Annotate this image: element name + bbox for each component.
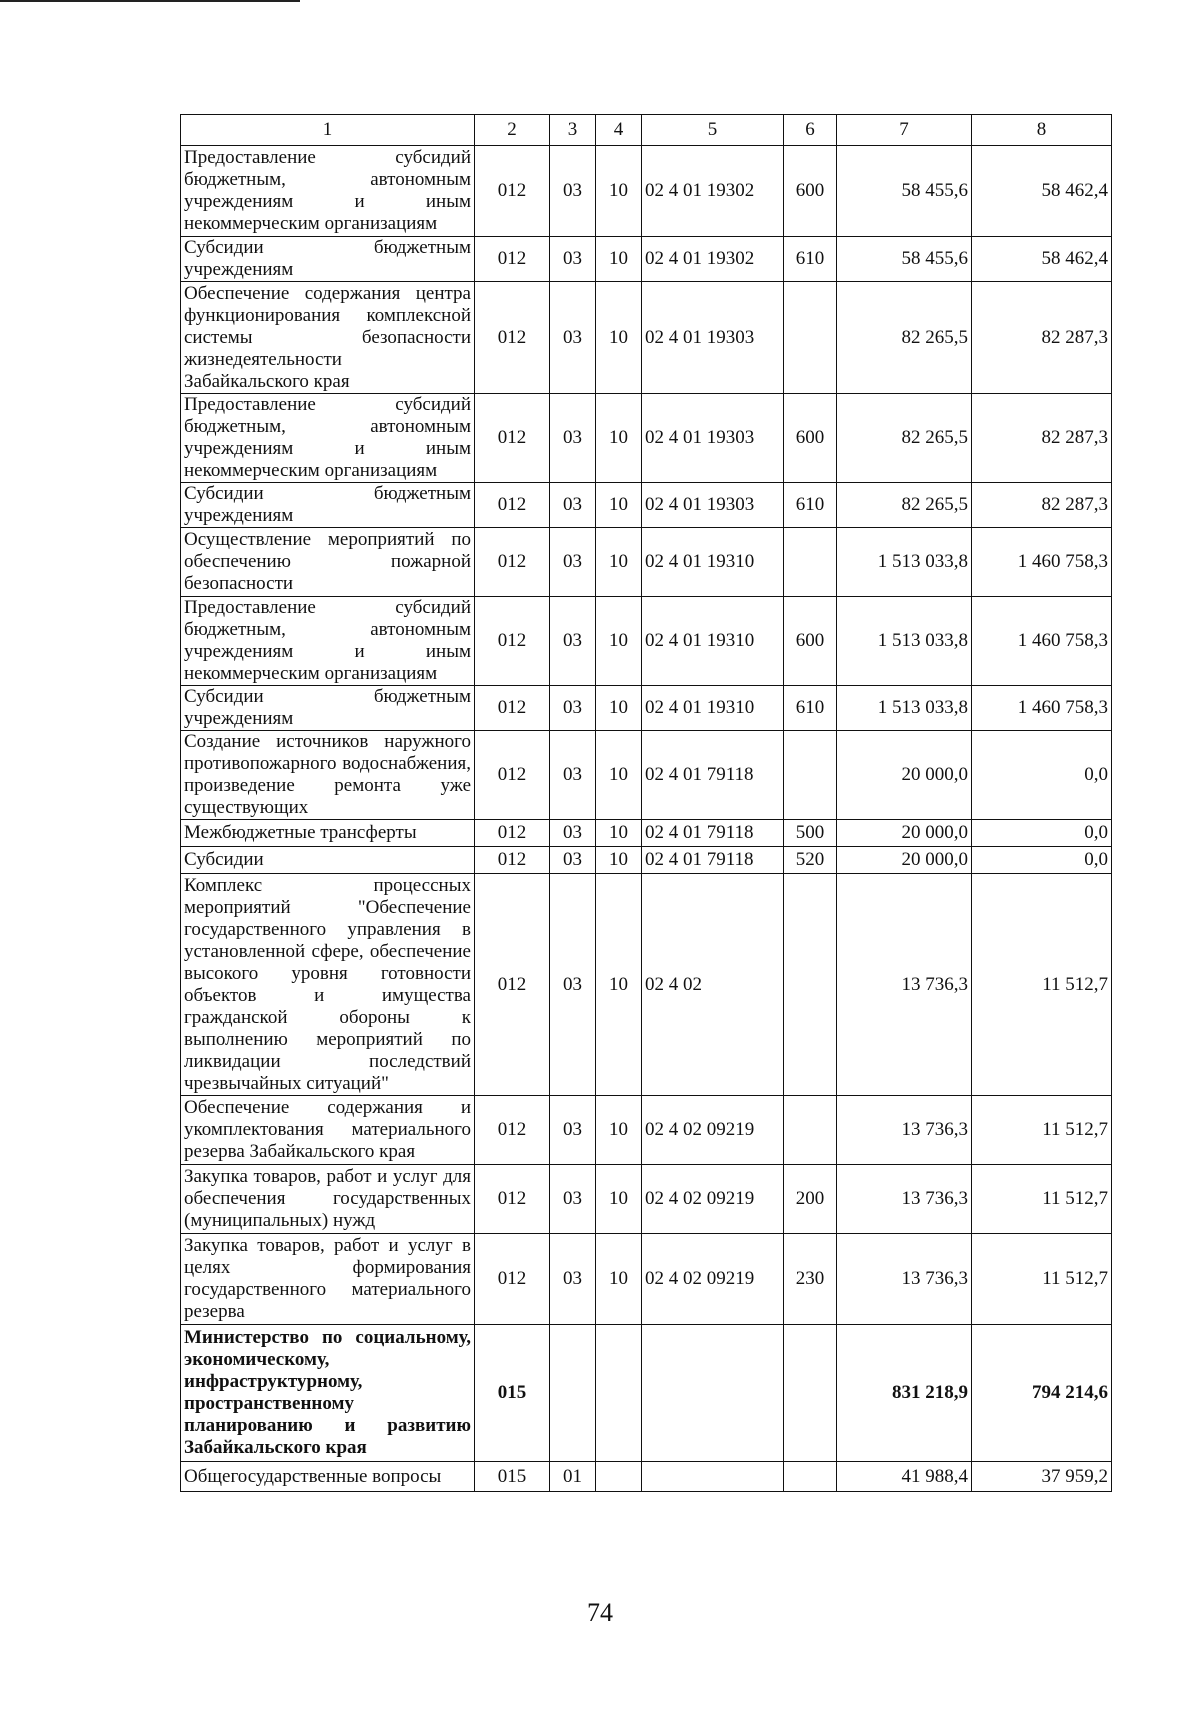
table-row	[181, 1234, 1112, 1325]
row-code-6: 200	[784, 1165, 837, 1234]
row-code-5: 02 4 01 19302	[642, 237, 784, 282]
header-row	[181, 115, 1112, 146]
row-code-6	[784, 1096, 837, 1165]
row-code-3	[550, 1325, 596, 1462]
row-code-4	[596, 1462, 642, 1492]
table-row	[181, 146, 1112, 237]
table-row	[181, 731, 1112, 820]
row-code-2: 012	[475, 528, 550, 597]
header-cell-2: 2	[475, 115, 550, 146]
table-header	[181, 115, 1112, 146]
row-value-7: 13 736,3	[837, 1096, 972, 1165]
budget-table	[180, 114, 1112, 1492]
row-code-6: 600	[784, 597, 837, 686]
row-name: Субсидии бюджетным учреждениям	[181, 686, 475, 731]
row-code-2: 012	[475, 686, 550, 731]
row-value-8: 58 462,4	[972, 146, 1112, 237]
row-code-5: 02 4 01 79118	[642, 731, 784, 820]
row-name: Предоставление субсидий бюджетным, автономным учреждениям и иным некоммерческим организациям	[181, 146, 475, 237]
row-code-2: 012	[475, 237, 550, 282]
row-code-4: 10	[596, 282, 642, 394]
row-code-2: 012	[475, 731, 550, 820]
row-code-4: 10	[596, 874, 642, 1096]
row-code-4: 10	[596, 686, 642, 731]
row-code-6	[784, 528, 837, 597]
row-code-4: 10	[596, 394, 642, 483]
row-code-4: 10	[596, 1165, 642, 1234]
row-value-8: 11 512,7	[972, 1234, 1112, 1325]
row-code-6: 610	[784, 686, 837, 731]
row-code-5: 02 4 01 19303	[642, 394, 784, 483]
row-value-8: 1 460 758,3	[972, 686, 1112, 731]
row-value-8: 11 512,7	[972, 1096, 1112, 1165]
row-value-7: 13 736,3	[837, 1234, 972, 1325]
table-body	[181, 146, 1112, 1492]
row-name: Межбюджетные трансферты	[181, 820, 475, 847]
row-name: Предоставление субсидий бюджетным, автономным учреждениям и иным некоммерческим организациям	[181, 394, 475, 483]
row-code-2: 012	[475, 1165, 550, 1234]
row-value-7: 58 455,6	[837, 237, 972, 282]
table-row	[181, 597, 1112, 686]
header-cell-4: 4	[596, 115, 642, 146]
row-code-2: 012	[475, 483, 550, 528]
row-value-7: 20 000,0	[837, 820, 972, 847]
row-value-8: 0,0	[972, 847, 1112, 874]
row-code-6: 600	[784, 146, 837, 237]
row-code-3: 03	[550, 1234, 596, 1325]
table-row	[181, 394, 1112, 483]
row-value-7: 20 000,0	[837, 731, 972, 820]
row-code-2: 012	[475, 847, 550, 874]
header-cell-7: 7	[837, 115, 972, 146]
row-code-3: 03	[550, 146, 596, 237]
row-value-7: 13 736,3	[837, 874, 972, 1096]
row-code-3: 03	[550, 731, 596, 820]
row-code-4: 10	[596, 1234, 642, 1325]
row-code-5: 02 4 02 09219	[642, 1234, 784, 1325]
row-name: Обеспечение содержания центра функционирования комплексной системы безопасности жизнедеятельности Забайкальского края	[181, 282, 475, 394]
row-code-3: 03	[550, 597, 596, 686]
header-cell-5: 5	[642, 115, 784, 146]
row-code-5: 02 4 01 19310	[642, 528, 784, 597]
row-code-5	[642, 1325, 784, 1462]
top-rule	[0, 0, 300, 2]
row-code-5: 02 4 01 19303	[642, 282, 784, 394]
row-code-5: 02 4 01 19302	[642, 146, 784, 237]
row-value-7: 831 218,9	[837, 1325, 972, 1462]
row-code-6	[784, 1462, 837, 1492]
row-value-8: 0,0	[972, 731, 1112, 820]
row-code-5: 02 4 02 09219	[642, 1165, 784, 1234]
row-name: Общегосударственные вопросы	[181, 1462, 475, 1492]
header-cell-6: 6	[784, 115, 837, 146]
table-row	[181, 282, 1112, 394]
row-name: Комплекс процессных мероприятий "Обеспечение государственного управления в установленной сфере, обеспечение высокого уровня готовности объектов и имущества гражданской обороны к выполнению мероприятий по ликвидации последствий чрезвычайных ситуаций"	[181, 874, 475, 1096]
header-cell-1: 1	[181, 115, 475, 146]
row-code-3: 03	[550, 483, 596, 528]
row-value-8: 794 214,6	[972, 1325, 1112, 1462]
row-code-6	[784, 731, 837, 820]
row-code-4	[596, 1325, 642, 1462]
row-code-3: 03	[550, 394, 596, 483]
row-value-8: 82 287,3	[972, 282, 1112, 394]
page-number: 74	[587, 1598, 613, 1627]
row-name: Обеспечение содержания и укомплектования материального резерва Забайкальского края	[181, 1096, 475, 1165]
table-row	[181, 528, 1112, 597]
row-code-5: 02 4 01 19310	[642, 686, 784, 731]
row-code-5: 02 4 01 79118	[642, 847, 784, 874]
row-code-3: 01	[550, 1462, 596, 1492]
row-name: Осуществление мероприятий по обеспечению пожарной безопасности	[181, 528, 475, 597]
row-code-4: 10	[596, 597, 642, 686]
row-name: Субсидии	[181, 847, 475, 874]
row-value-8: 1 460 758,3	[972, 597, 1112, 686]
row-code-3: 03	[550, 237, 596, 282]
row-value-8: 82 287,3	[972, 483, 1112, 528]
row-value-8: 82 287,3	[972, 394, 1112, 483]
row-code-6: 500	[784, 820, 837, 847]
row-code-2: 012	[475, 597, 550, 686]
row-code-4: 10	[596, 483, 642, 528]
row-code-3: 03	[550, 528, 596, 597]
row-code-6: 230	[784, 1234, 837, 1325]
row-value-7: 13 736,3	[837, 1165, 972, 1234]
row-code-6: 610	[784, 483, 837, 528]
row-code-6	[784, 874, 837, 1096]
row-name: Закупка товаров, работ и услуг в целях формирования государственного материального резерва	[181, 1234, 475, 1325]
row-code-5: 02 4 02	[642, 874, 784, 1096]
row-value-8: 37 959,2	[972, 1462, 1112, 1492]
row-value-7: 58 455,6	[837, 146, 972, 237]
row-name: Министерство по социальному, экономическому, инфраструктурному, пространственному планированию и развитию Забайкальского края	[181, 1325, 475, 1462]
row-code-3: 03	[550, 820, 596, 847]
row-name: Субсидии бюджетным учреждениям	[181, 483, 475, 528]
row-value-7: 20 000,0	[837, 847, 972, 874]
row-code-2: 012	[475, 1096, 550, 1165]
row-name: Субсидии бюджетным учреждениям	[181, 237, 475, 282]
row-code-3: 03	[550, 874, 596, 1096]
row-code-3: 03	[550, 1096, 596, 1165]
row-name: Предоставление субсидий бюджетным, автономным учреждениям и иным некоммерческим организациям	[181, 597, 475, 686]
header-cell-8: 8	[972, 115, 1112, 146]
row-code-6: 600	[784, 394, 837, 483]
row-value-7: 1 513 033,8	[837, 528, 972, 597]
table-row	[181, 1325, 1112, 1462]
row-code-5: 02 4 02 09219	[642, 1096, 784, 1165]
table-row	[181, 686, 1112, 731]
row-value-7: 82 265,5	[837, 483, 972, 528]
row-code-2: 012	[475, 282, 550, 394]
row-value-8: 58 462,4	[972, 237, 1112, 282]
table-row	[181, 1165, 1112, 1234]
row-code-2: 012	[475, 1234, 550, 1325]
row-code-4: 10	[596, 820, 642, 847]
row-code-2: 012	[475, 146, 550, 237]
row-value-7: 1 513 033,8	[837, 597, 972, 686]
table-row	[181, 1462, 1112, 1492]
row-code-6	[784, 282, 837, 394]
row-code-3: 03	[550, 282, 596, 394]
row-code-5: 02 4 01 19303	[642, 483, 784, 528]
table-row	[181, 1096, 1112, 1165]
row-code-3: 03	[550, 1165, 596, 1234]
row-value-8: 0,0	[972, 820, 1112, 847]
row-code-4: 10	[596, 731, 642, 820]
row-code-2: 012	[475, 820, 550, 847]
table-row	[181, 820, 1112, 847]
row-code-5	[642, 1462, 784, 1492]
row-value-8: 11 512,7	[972, 1165, 1112, 1234]
row-code-6	[784, 1325, 837, 1462]
table-row	[181, 237, 1112, 282]
row-code-4: 10	[596, 237, 642, 282]
row-value-8: 1 460 758,3	[972, 528, 1112, 597]
row-code-2: 015	[475, 1325, 550, 1462]
row-code-4: 10	[596, 146, 642, 237]
row-code-3: 03	[550, 686, 596, 731]
row-code-4: 10	[596, 528, 642, 597]
row-value-7: 82 265,5	[837, 282, 972, 394]
row-code-5: 02 4 01 79118	[642, 820, 784, 847]
row-code-3: 03	[550, 847, 596, 874]
row-code-2: 012	[475, 394, 550, 483]
table-row	[181, 483, 1112, 528]
row-name: Закупка товаров, работ и услуг для обеспечения государственных (муниципальных) нужд	[181, 1165, 475, 1234]
table-row	[181, 874, 1112, 1096]
row-name: Создание источников наружного противопожарного водоснабжения, произведение ремонта уже существующих	[181, 731, 475, 820]
row-code-5: 02 4 01 19310	[642, 597, 784, 686]
header-cell-3: 3	[550, 115, 596, 146]
row-code-4: 10	[596, 1096, 642, 1165]
row-value-7: 82 265,5	[837, 394, 972, 483]
row-code-2: 015	[475, 1462, 550, 1492]
row-value-8: 11 512,7	[972, 874, 1112, 1096]
row-value-7: 1 513 033,8	[837, 686, 972, 731]
row-value-7: 41 988,4	[837, 1462, 972, 1492]
row-code-2: 012	[475, 874, 550, 1096]
row-code-4: 10	[596, 847, 642, 874]
row-code-6: 610	[784, 237, 837, 282]
table-row	[181, 847, 1112, 874]
row-code-6: 520	[784, 847, 837, 874]
